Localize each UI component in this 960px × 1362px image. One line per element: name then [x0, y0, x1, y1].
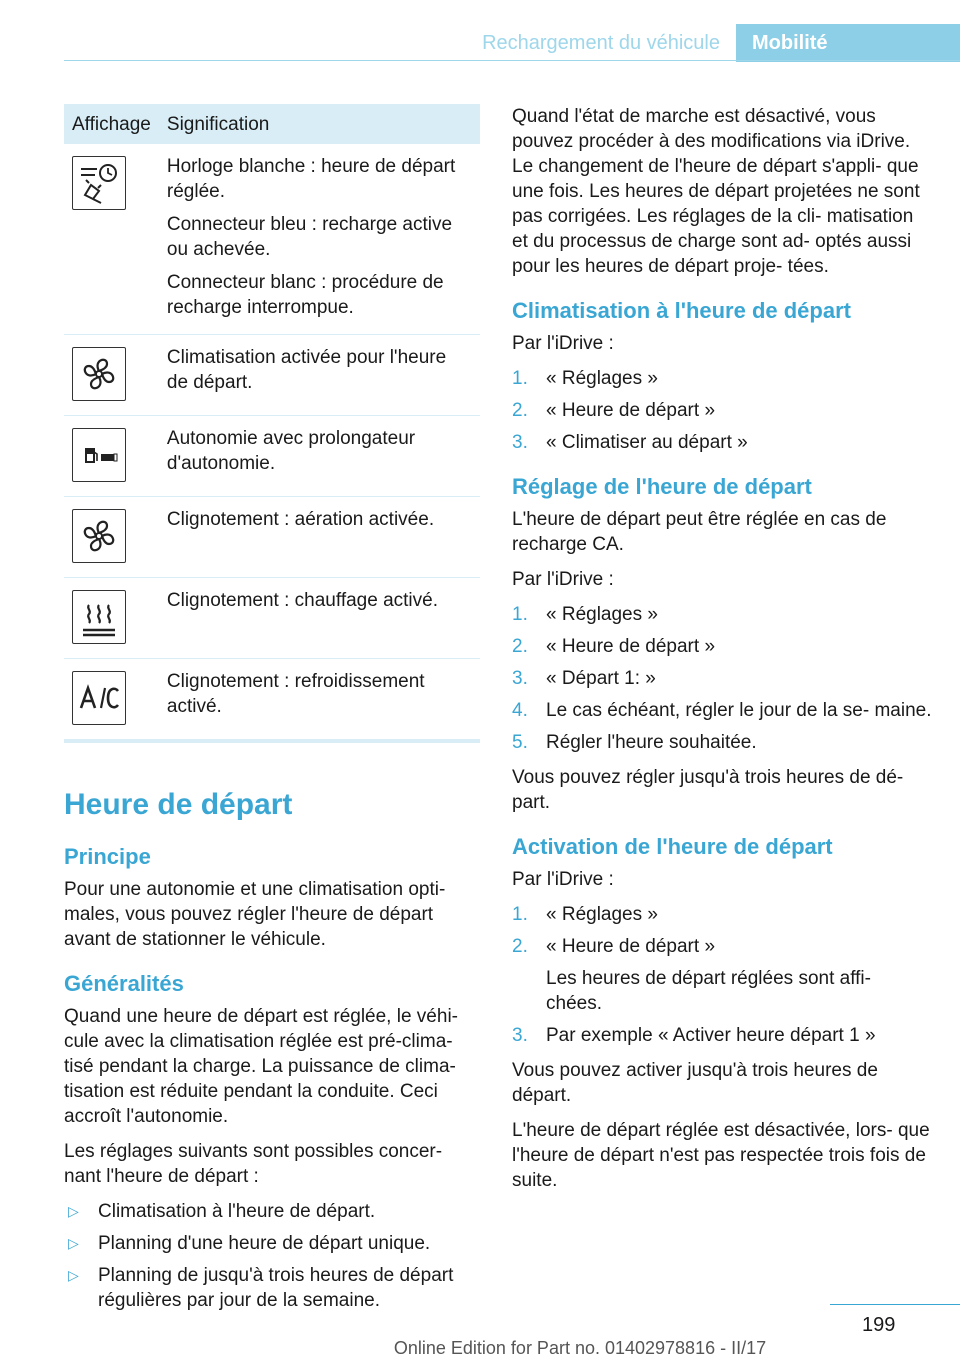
table-row — [64, 497, 480, 578]
activation-steps — [512, 902, 932, 1048]
row-text: Horloge blanche : heure de départ réglée. — [166, 156, 456, 202]
triangle-bullet-icon: ▷ — [68, 1267, 79, 1283]
list-item: 2. « Heure de départ » Les heures de départ réglées sont affi‐ chées. — [512, 936, 871, 1014]
list-item: 5. Régler l'heure souhaitée. — [512, 732, 757, 753]
clim-lead: Par l'iDrive : — [512, 333, 614, 354]
list-item: 1. « Réglages » — [512, 368, 658, 389]
heating-icon — [72, 590, 126, 644]
list-item: ▷ Planning d'une heure de départ unique. — [68, 1233, 431, 1254]
list-item: 2. « Heure de départ » — [512, 636, 716, 657]
intro-text: Quand l'état de marche est désactivé, vous pouvez procéder à des modifications via iDrive. Le changement de l'heure de départ s'appli‐ que une fois. Les heures de départ projetées ne sont pas corrigées. Les réglages de la cli‐ matisation et du processus de charge sont ad‐ optés aussi pour les heures de départ proje‐ tées. — [512, 106, 920, 277]
row-text: Autonomie avec prolongateur d'autonomie. — [166, 428, 416, 474]
list-item: 2. « Heure de départ » — [512, 400, 716, 421]
settings-list — [64, 1199, 480, 1313]
row-text: Clignotement : chauffage activé. — [166, 590, 438, 611]
row-text: Connecteur bleu : recharge active ou achevée. — [166, 214, 453, 260]
row-text: Clignotement : refroidissement activé. — [166, 671, 425, 717]
activation-after: L'heure de départ réglée est désactivée, lors‐ que l'heure de départ n'est pas respectée trois fois de suite. — [512, 1120, 930, 1191]
triangle-bullet-icon: ▷ — [68, 1203, 79, 1219]
table-row — [64, 659, 480, 742]
list-item: 1. « Réglages » — [512, 904, 658, 925]
reglage-steps — [512, 602, 932, 755]
fuel-range-icon — [72, 428, 126, 482]
running-header-chapter: Mobilité — [736, 24, 960, 62]
fan-icon — [72, 347, 126, 401]
list-item: 3. « Climatiser au départ » — [512, 432, 748, 453]
section-title: Heure de départ — [64, 788, 293, 821]
list-item: 4. Le cas échéant, régler le jour de la se‐ maine. — [512, 700, 932, 721]
generalites-text: Les réglages suivants sont possibles concer‐ nant l'heure de départ : — [64, 1141, 443, 1187]
row-text: Connecteur blanc : procédure de recharge interrompue. — [166, 272, 444, 318]
reglage-text: L'heure de départ peut être réglée en cas de recharge CA. — [512, 509, 887, 555]
header-rule — [64, 60, 960, 61]
principe-heading: Principe — [64, 844, 151, 869]
clock-plug-icon — [72, 156, 126, 210]
footer-rule — [830, 1304, 960, 1305]
table-row — [64, 578, 480, 659]
page-number: 199 — [862, 1314, 896, 1336]
reglage-after: Vous pouvez régler jusqu'à trois heures de dé‐ part. — [512, 767, 904, 813]
edition-footer: Online Edition for Part no. 01402978816 - II/17 — [393, 1338, 767, 1358]
table-row — [64, 416, 480, 497]
activation-heading: Activation de l'heure de départ — [512, 834, 833, 859]
clim-heading: Climatisation à l'heure de départ — [512, 298, 851, 323]
reglage-lead: Par l'iDrive : — [512, 569, 614, 590]
generalites-heading: Généralités — [64, 971, 184, 996]
right-column — [512, 104, 932, 1203]
table-header-display: Affichage — [64, 104, 159, 144]
table-row — [64, 335, 480, 416]
clim-steps — [512, 366, 932, 455]
table-row — [64, 144, 480, 335]
triangle-bullet-icon: ▷ — [68, 1235, 79, 1251]
ac-icon — [72, 671, 126, 725]
activation-lead: Par l'iDrive : — [512, 869, 614, 890]
display-table — [64, 104, 480, 743]
list-item: 1. « Réglages » — [512, 604, 658, 625]
generalites-text: Quand une heure de départ est réglée, le véhi‐ cule avec la climatisation réglée est pré-clima‐ tisé pendant la charge. La puissance de clima‐ tisation est réduite pendant la conduite. Ceci accroît l'autonomie. — [64, 1006, 458, 1127]
activation-after: Vous pouvez activer jusqu'à trois heures de départ. — [512, 1060, 878, 1106]
left-column — [64, 104, 480, 1320]
principe-text: Pour une autonomie et une climatisation opti‐ males, vous pouvez régler l'heure de départ avant de stationner le véhicule. — [64, 879, 446, 950]
table-header-meaning: Signification — [159, 104, 480, 144]
row-text: Climatisation activée pour l'heure de départ. — [166, 347, 447, 393]
running-header-section: Rechargement du véhicule — [482, 32, 720, 54]
list-item: 3. « Départ 1: » — [512, 668, 656, 689]
list-item: ▷ Climatisation à l'heure de départ. — [68, 1201, 376, 1222]
list-item: ▷ Planning de jusqu'à trois heures de départ régulières par jour de la semaine. — [68, 1265, 454, 1311]
reglage-heading: Réglage de l'heure de départ — [512, 474, 812, 499]
row-text: Clignotement : aération activée. — [166, 509, 435, 530]
list-item: 3. Par exemple « Activer heure départ 1 » — [512, 1025, 876, 1046]
fan-icon — [72, 509, 126, 563]
